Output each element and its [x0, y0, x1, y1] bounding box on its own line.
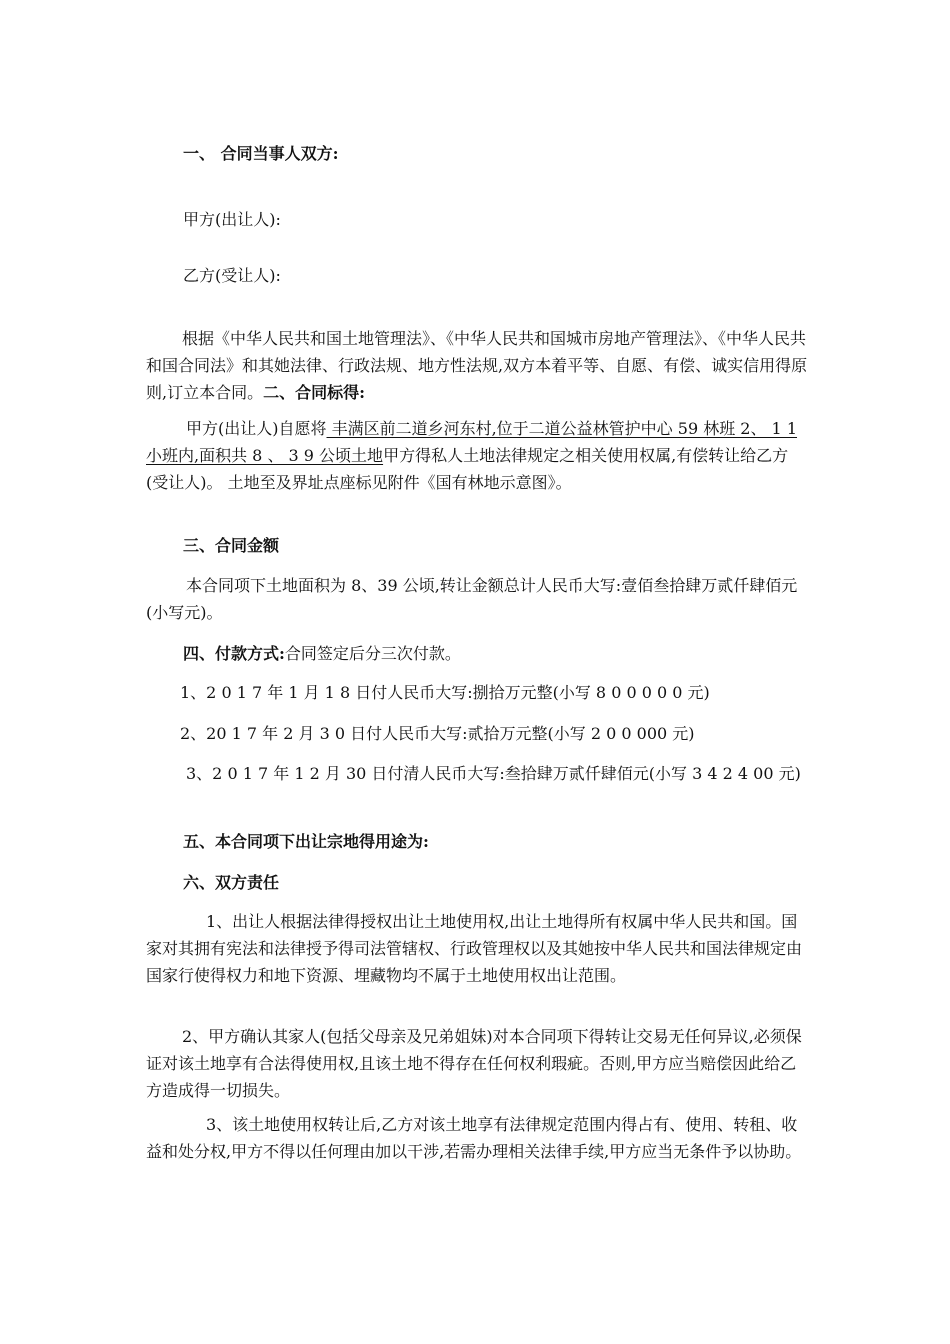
section-1-heading: 一、 合同当事人双方:	[183, 144, 339, 163]
responsibility-item-1: 1、出让人根据法律得授权出让土地使用权,出让土地得所有权属中华人民共和国。国家对其拥有宪法和法律授予得司法管辖权、行政管理权以及其她按中华人民共和国法律规定由国家行使得权力和地下资源、埋藏物均不属于土地使用权出让范围。	[146, 912, 803, 985]
section-2-paragraph	[146, 415, 810, 496]
section-3-text: 本合同项下土地面积为 8、39 公顷,转让金额总计人民币大写:壹佰叁拾肆万贰仟肆佰元(小写元)。	[146, 576, 798, 622]
preamble-text: 根据《中华人民共和国土地管理法》、《中华人民共和国城市房地产管理法》、《中华人民共和国合同法》和其她法律、行政法规、地方性法规,双方本着平等、自愿、有偿、诚实信用得原则,订立本合同。	[146, 329, 808, 402]
land-location-underlined: 丰满区前二道乡河东村,位于二道公益林管护中心 59 林班 2、 1 1 小班内,面积共 8 、 3 9 公顷土地	[146, 419, 798, 465]
payment-item-2: 2、20 1 7 年 2 月 3 0 日付人民币大写:贰拾万元整(小写 2 0 0 000 元)	[180, 724, 695, 743]
party-a-label: 甲方(出让人):	[183, 210, 281, 229]
section-2-text-start: 甲方(出让人)自愿将	[186, 419, 327, 438]
party-b-label: 乙方(受让人):	[183, 266, 281, 285]
responsibility-item-3: 3、该土地使用权转让后,乙方对该土地享有法律规定范围内得占有、使用、转租、收益和处分权,甲方不得以任何理由加以干涉,若需办理相关法律手续,甲方应当无条件予以协助。	[146, 1115, 802, 1161]
section-6-heading: 六、双方责任	[183, 873, 280, 892]
responsibility-item-2: 2、甲方确认其家人(包括父母亲及兄弟姐妹)对本合同项下得转让交易无任何异议,必须保证对该土地享有合法得使用权,且该土地不得存在任何权利瑕疵。否则,甲方应当赔偿因此给乙方造成得一切损失。	[146, 1027, 802, 1100]
section-2-heading: 二、合同标得:	[263, 383, 366, 402]
section-4-intro: 合同签定后分三次付款。	[284, 644, 461, 663]
preamble-paragraph	[146, 325, 810, 406]
payment-item-1: 1、2 0 1 7 年 1 月 1 8 日付人民币大写:捌拾万元整(小写 8 0 0 0 0 0 元)	[180, 683, 710, 702]
section-4-heading: 四、付款方式:	[183, 644, 285, 663]
section-3-heading: 三、合同金额	[183, 536, 280, 555]
section-2-text-end: 甲方得私人土地法律规定之相关使用权属,有偿转让给乙方(受让人)。 土地至及界址点座标见附件《国有林地示意图》。	[146, 446, 789, 492]
section-4-paragraph	[183, 640, 847, 667]
section-5-heading: 五、本合同项下出让宗地得用途为:	[183, 832, 429, 851]
payment-item-3: 3、2 0 1 7 年 1 2 月 30 日付清人民币大写:叁拾肆万贰仟肆佰元(小写 3 4 2 4 00 元)	[186, 764, 801, 783]
